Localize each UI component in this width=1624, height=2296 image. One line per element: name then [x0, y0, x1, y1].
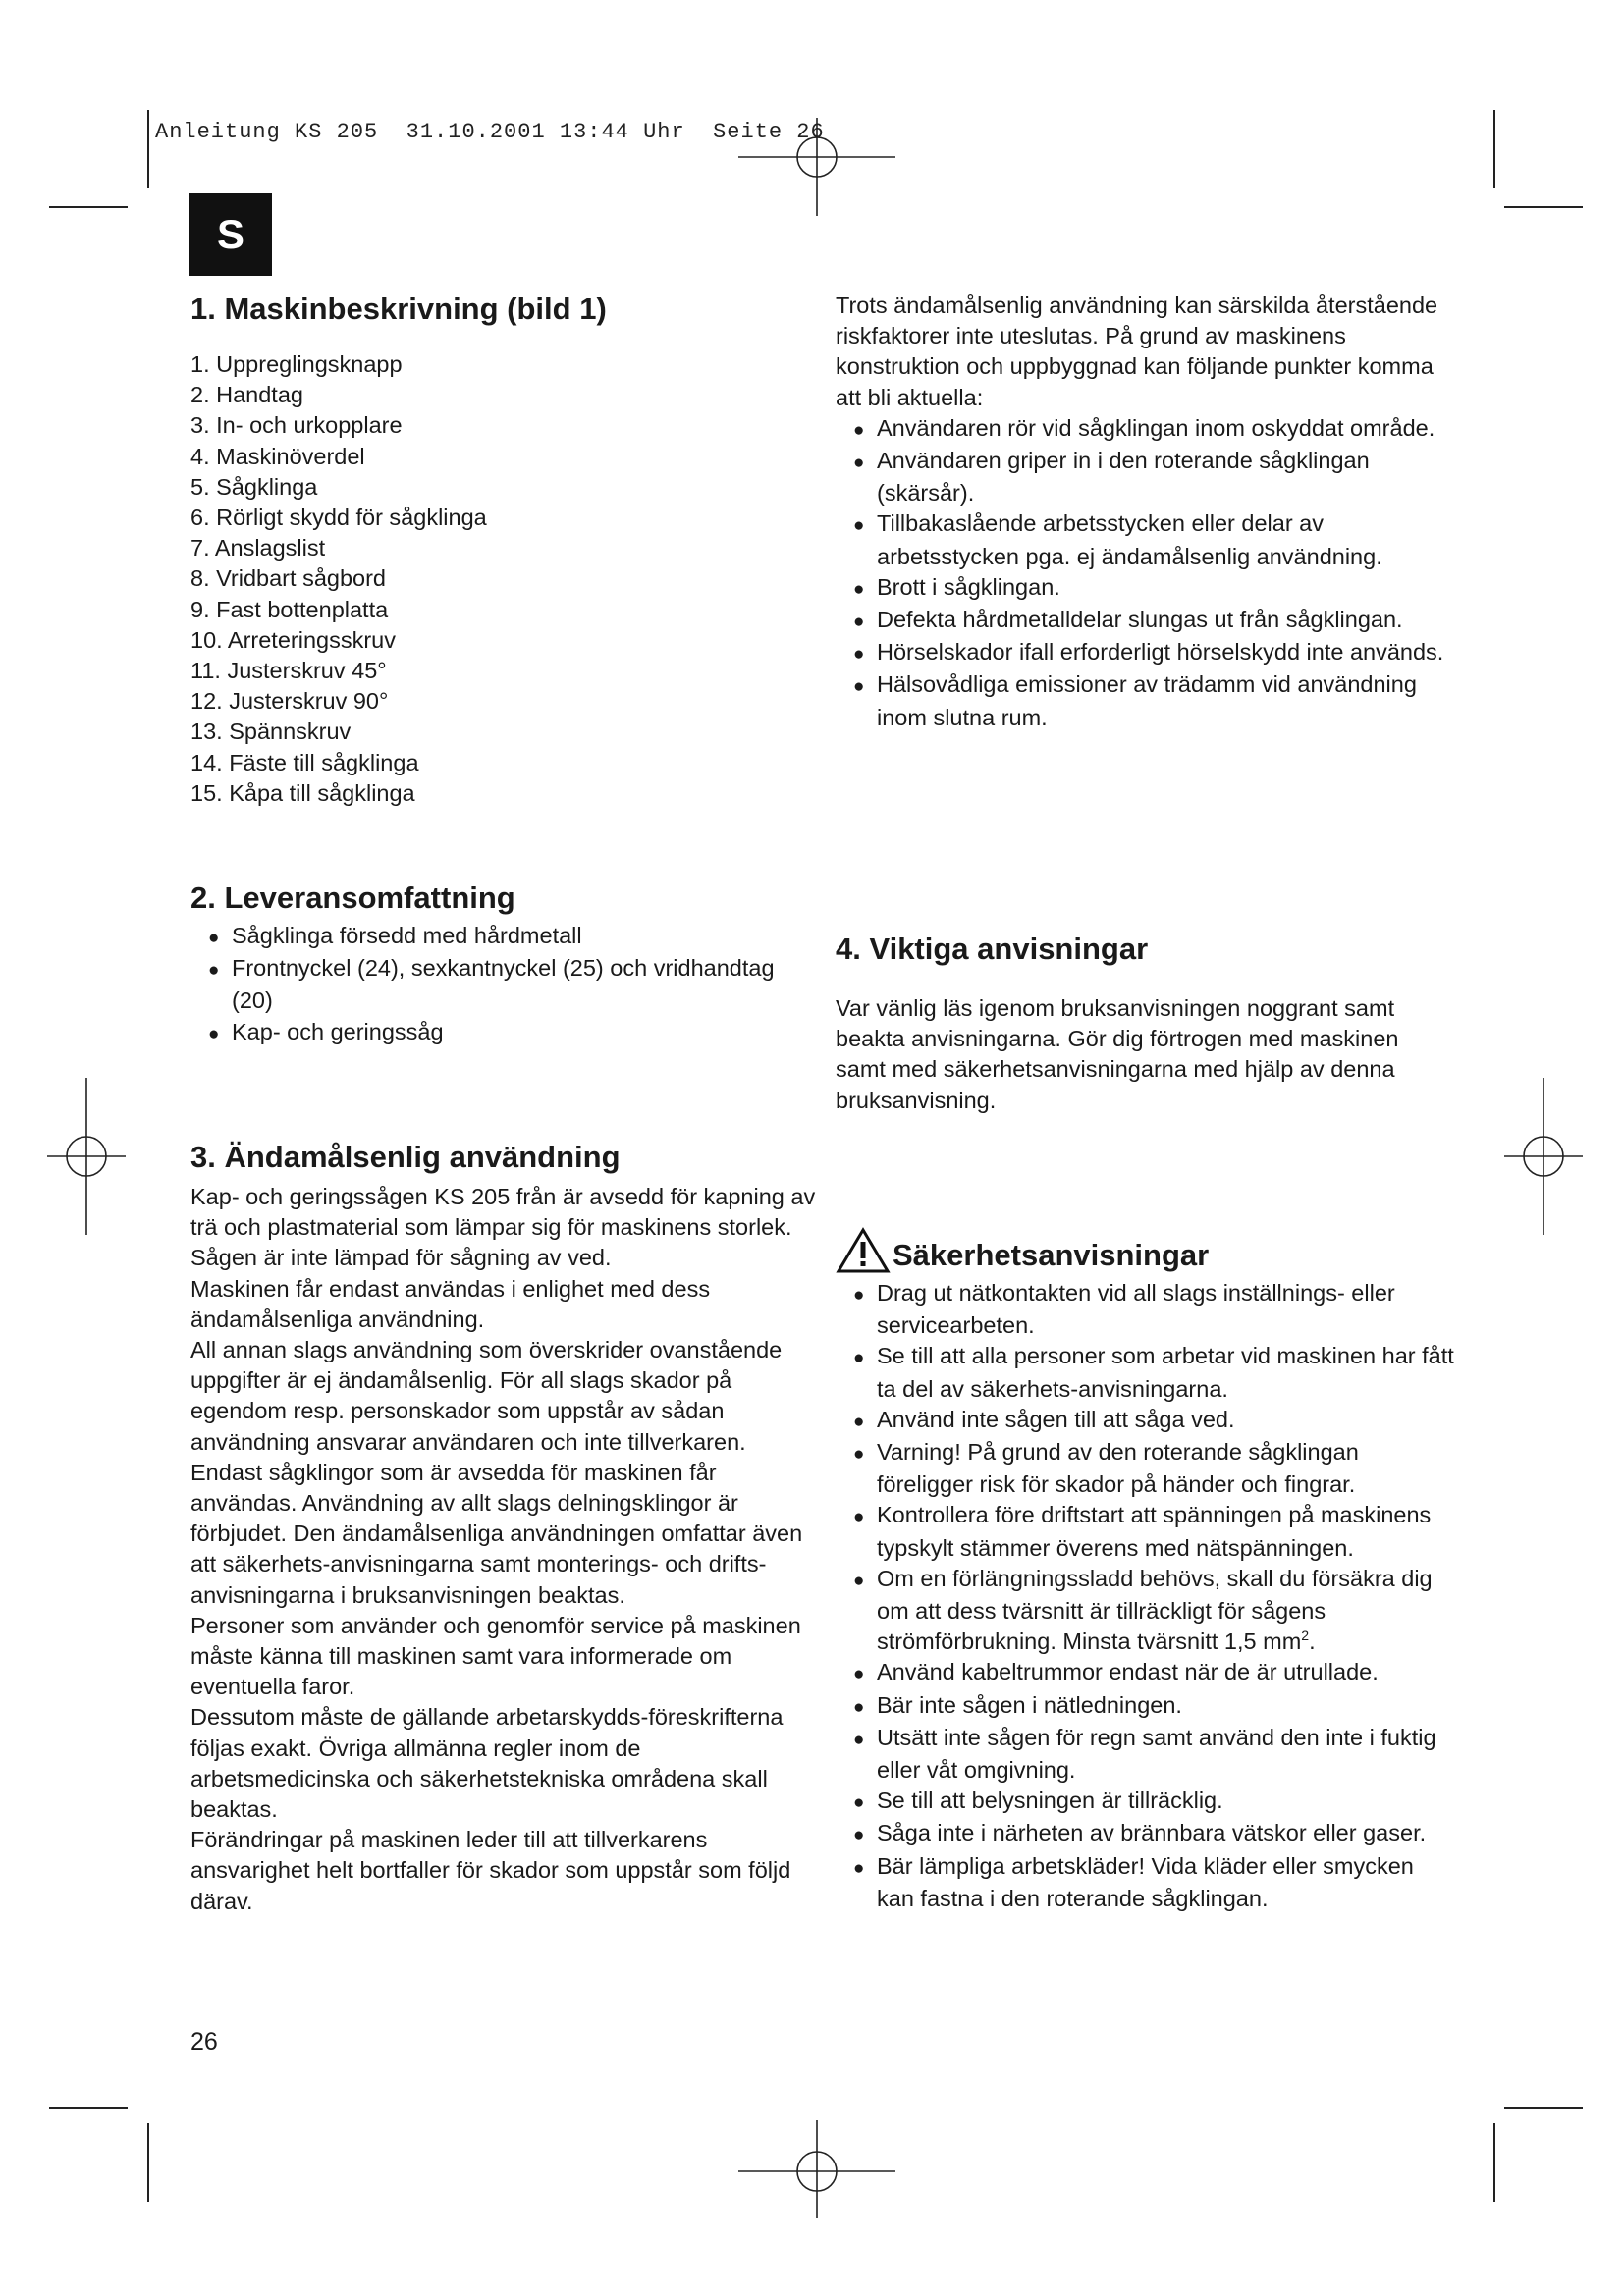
- list-item: ● Drag ut nätkontakten vid all slags inställnings- eller servicearbeten.: [853, 1280, 1395, 1339]
- delivery-list: [190, 921, 819, 1049]
- registration-mark-left: [47, 1078, 126, 1235]
- list-item: 4. Maskinöverdel: [190, 443, 365, 469]
- list-item: ● Hälsovådliga emissioner av trädamm vid användning inom slutna rum.: [853, 671, 1417, 730]
- bullet-icon: ●: [853, 612, 865, 633]
- registration-mark-right: [1504, 1078, 1583, 1235]
- page-number: 26: [190, 2028, 218, 2056]
- list-item: ● Hörselskador ifall erforderligt hörselskydd inte används.: [836, 637, 1454, 669]
- list-item: ● Se till att belysningen är tillräcklig.: [836, 1786, 1454, 1818]
- section-1-title: 1. Maskinbeskrivning (bild 1): [190, 292, 607, 326]
- bullet-icon: ●: [853, 644, 865, 666]
- list-item: ● Sågklinga försedd med hårdmetall: [190, 921, 819, 953]
- bullet-icon: ●: [853, 1664, 865, 1685]
- crop-mark-top-right-vertical: [1493, 110, 1495, 188]
- list-item: 6. Rörligt skydd för sågklinga: [190, 505, 487, 531]
- list-item: 3. In- och urkopplare: [190, 412, 403, 439]
- bullet-icon: ●: [853, 1285, 865, 1306]
- list-item: ● Se till att alla personer som arbetar vid maskinen har fått ta del av säkerhets-anvisningarna.: [853, 1343, 1454, 1402]
- crop-mark-bottom-right-vertical: [1493, 2123, 1495, 2202]
- section-safety-instructions: [836, 1227, 1454, 1914]
- list-item: 11. Justerskruv 45°: [190, 658, 387, 684]
- paragraph: All annan slags användning som överskrider ovanstående uppgifter är ej ändamålsenlig. För all slags skador på egendom resp. personskador som uppstår av sådan användning ansvarar användaren och inte tillverkaren. Endast sågklingor som är avsedda för maskinen får användas. Användning av allt slags delningsklingor är förbjudet. Den ändamålsenliga användningen omfattar även att säkerhets-anvisningarna samt monterings- och drifts-anvisningarna i bruksanvisningen beaktas.: [190, 1337, 803, 1608]
- section-important-instructions: [836, 931, 1454, 1116]
- paragraph: Sågen är inte lämpad för sågning av ved.: [190, 1245, 612, 1271]
- bullet-icon: ●: [853, 1570, 865, 1591]
- list-item: ● Kap- och geringssåg: [190, 1017, 819, 1049]
- crop-mark-bottom-right-horizontal: [1504, 2107, 1583, 2109]
- list-item: 8. Vridbart sågbord: [190, 565, 386, 592]
- list-item: ● Användaren rör vid sågklingan inom oskyddat område.: [836, 413, 1454, 446]
- list-item: 10. Arreteringsskruv: [190, 626, 396, 653]
- bullet-icon: ●: [208, 928, 220, 948]
- printer-slug: Anleitung KS 205 31.10.2001 13:44 Uhr Seite 26: [155, 120, 825, 144]
- bullet-icon: ●: [853, 1729, 865, 1750]
- bullet-icon: ●: [853, 1444, 865, 1466]
- warning-triangle-icon: [836, 1227, 891, 1274]
- crop-mark-top-right-horizontal: [1504, 206, 1583, 208]
- list-item: ● Bär inte sågen i nätledningen.: [836, 1690, 1454, 1723]
- section-4-title: 4. Viktiga anvisningar: [836, 932, 1149, 966]
- paragraph: Personer som använder och genomför service på maskinen måste känna till maskinen samt vara informerade om eventuella faror.: [190, 1612, 801, 1700]
- bullet-icon: ●: [208, 1023, 220, 1044]
- bullet-icon: ●: [208, 960, 220, 982]
- section-intended-use: [190, 1139, 819, 1917]
- crop-mark-top-left-vertical: [147, 110, 149, 188]
- list-item: ● Utsätt inte sågen för regn samt använd den inte i fuktig eller våt omgivning.: [853, 1724, 1436, 1784]
- list-item: ● Användaren griper in i den roterande sågklingan (skärsår).: [853, 448, 1370, 507]
- safety-title: [836, 1227, 1454, 1274]
- list-item: ● Såga inte i närheten av brännbara vätskor eller gaser.: [836, 1818, 1454, 1850]
- list-item: 14. Fäste till sågklinga: [190, 749, 419, 775]
- crop-mark-bottom-left-horizontal: [49, 2107, 128, 2109]
- section-residual-risks: [836, 291, 1454, 733]
- bullet-icon: ●: [853, 1507, 865, 1528]
- safety-list: [836, 1278, 1454, 1914]
- section-2-title: 2. Leveransomfattning: [190, 881, 515, 915]
- list-item: ● Frontnyckel (24), sexkantnyckel (25) och vridhandtag (20): [208, 955, 775, 1014]
- list-item: ● Varning! På grund av den roterande sågklingan föreligger risk för skador på händer och fingrar.: [853, 1439, 1359, 1498]
- list-item: 5. Sågklinga: [190, 473, 318, 500]
- list-item: ● Använd kabeltrummor endast när de är utrullade.: [836, 1657, 1454, 1689]
- list-item: ● Tillbakaslående arbetsstycken eller delar av arbetsstycken pga. ej ändamålsenlig användning.: [853, 510, 1382, 569]
- list-item: ● Bär lämpliga arbetskläder! Vida kläder eller smycken kan fastna i den roterande sågklingan.: [853, 1852, 1414, 1911]
- risks-intro: Trots ändamålsenlig användning kan särskilda återstående riskfaktorer inte uteslutas. På grund av maskinens konstruktion och uppbyggnad kan följande punkter komma att bli aktuella:: [836, 293, 1438, 410]
- list-item: ● Om en förlängningssladd behövs, skall du försäkra dig om att dess tvärsnitt är tillräckligt för sågens strömförbrukning. Minsta tvärsnitt 1,5 $mm^2$.: [853, 1565, 1433, 1655]
- list-item: 12. Justerskruv 90°: [190, 688, 389, 715]
- crop-mark-top-left-horizontal: [49, 206, 128, 208]
- list-item: 15. Kåpa till sågklinga: [190, 779, 415, 806]
- list-item: ● Brott i sågklingan.: [836, 572, 1454, 605]
- language-badge: S: [189, 193, 272, 276]
- list-item: ● Defekta hårdmetalldelar slungas ut från sågklingan.: [836, 605, 1454, 637]
- bullet-icon: ●: [853, 1792, 865, 1814]
- section-3-title: 3. Ändamålsenlig användning: [190, 1140, 621, 1174]
- bullet-icon: ●: [853, 676, 865, 698]
- superscript: 2: [1301, 1628, 1310, 1644]
- list-item: 13. Spännskruv: [190, 719, 352, 745]
- bullet-icon: ●: [853, 1411, 865, 1432]
- bullet-icon: ●: [853, 1348, 865, 1369]
- bullet-icon: ●: [853, 515, 865, 537]
- bullet-icon: ●: [853, 578, 865, 600]
- list-item: 9. Fast bottenplatta: [190, 596, 389, 622]
- list-item: 7. Anslagslist: [190, 535, 326, 561]
- paragraph: Kap- och geringssågen KS 205 från är avsedd för kapning av trä och plastmaterial som lämpar sig för maskinens storlek.: [190, 1184, 816, 1241]
- bullet-icon: ●: [853, 1696, 865, 1718]
- paragraph: Maskinen får endast användas i enlighet med dess ändamålsenliga användning.: [190, 1275, 711, 1332]
- list-item: 2. Handtag: [190, 382, 303, 408]
- list-item: 1. Uppreglingsknapp: [190, 351, 403, 377]
- registration-mark-top: [738, 118, 895, 216]
- paragraph: Förändringar på maskinen leder till att tillverkarens ansvarighet helt bortfaller för skador som uppstår som följd därav.: [190, 1827, 791, 1914]
- bullet-icon: ●: [853, 1825, 865, 1846]
- bullet-icon: ●: [853, 419, 865, 441]
- registration-mark-bottom: [738, 2120, 895, 2218]
- risks-list: [836, 413, 1454, 733]
- parts-list: [190, 349, 819, 809]
- section-delivery-scope: [190, 880, 819, 1049]
- paragraph: Dessutom måste de gällande arbetarskydds-föreskrifterna följas exakt. Övriga allmänna regler inom de arbetsmedicinska och säkerhetstekniska områdena skall beaktas.: [190, 1704, 784, 1823]
- safety-title-text: Säkerhetsanvisningar: [893, 1238, 1210, 1272]
- bullet-icon: ●: [853, 453, 865, 474]
- instructions-text: Var vänlig läs igenom bruksanvisningen noggrant samt beakta anvisningarna. Gör dig förtrogen med maskinen samt med säkerhetsanvisningarna med hjälp av denna bruksanvisning.: [836, 995, 1399, 1113]
- list-item: ● Kontrollera före driftstart att spänningen på maskinens typskylt stämmer överens med nätspänningen.: [853, 1502, 1432, 1561]
- list-item: ● Använd inte sågen till att såga ved.: [836, 1405, 1454, 1437]
- intended-use-text: [190, 1182, 819, 1917]
- crop-mark-bottom-left-vertical: [147, 2123, 149, 2202]
- bullet-icon: ●: [853, 1857, 865, 1879]
- section-machine-description: [190, 291, 819, 809]
